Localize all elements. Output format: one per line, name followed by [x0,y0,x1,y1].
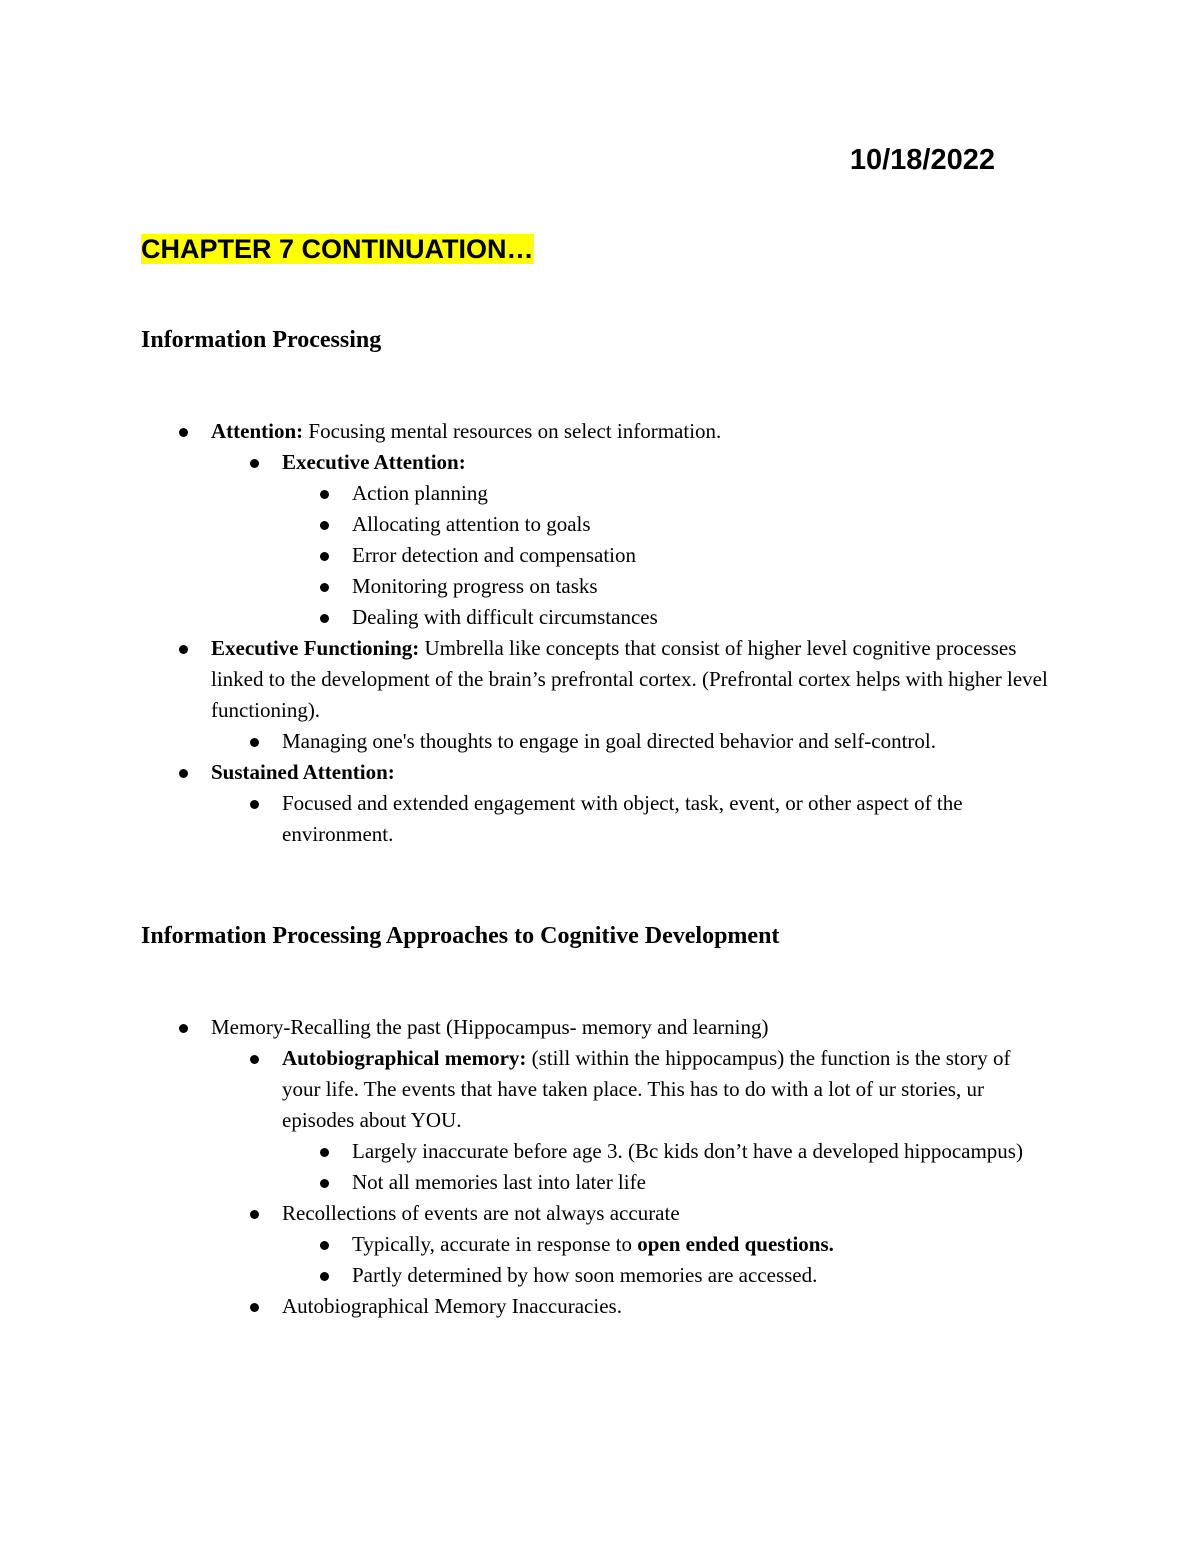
term-attention: Attention: [211,419,304,443]
bullet-icon [320,552,329,561]
list-item-inaccuracies [0,1291,1050,1322]
bullet-icon [320,583,329,592]
bullet-icon [179,1024,188,1033]
list-item-text: Not all memories last into later life [352,1170,646,1194]
list-item-executive-functioning [0,633,1050,726]
bullet-icon [250,1210,259,1219]
emphasis-open-ended-questions: open ended questions. [637,1232,834,1256]
list-item [0,509,1050,540]
bullet-icon [250,1303,259,1312]
bullet-icon [179,645,188,654]
bullet-icon [250,738,259,747]
chapter-title-highlight: CHAPTER 7 CONTINUATION… [141,234,534,264]
term-sustained-attention: Sustained Attention: [211,760,395,784]
list-item-text: Partly determined by how soon memories are accessed. [352,1263,818,1287]
bullet-icon [320,614,329,623]
list-item-recollections [0,1198,1050,1229]
list-item-text: Managing one's thoughts to engage in goal directed behavior and self-control. [282,729,937,753]
list-item-attention [0,416,1050,447]
bullet-icon [250,459,259,468]
list-item-text: Monitoring progress on tasks [352,574,598,598]
list-item-text: Autobiographical Memory Inaccuracies. [282,1294,622,1318]
list-item-text: Error detection and compensation [352,543,636,567]
definition-attention: Focusing mental resources on select information. [303,419,722,443]
bullet-icon [250,1055,259,1064]
bullet-icon [179,428,188,437]
bullet-icon [320,1148,329,1157]
list-item-text: Typically, accurate in response to [352,1232,638,1256]
bullet-icon [320,521,329,530]
list-item-text: Dealing with difficult circumstances [352,605,658,629]
list-item-sustained-attention [0,757,1050,788]
list-item [0,726,1050,757]
definition-executive-functioning: Umbrella like concepts that consist of higher level cognitive processes linked to the development of the brain’s prefrontal cortex. (Prefrontal cortex helps with higher level functioning). [211,636,1048,722]
list-item-text: Focused and extended engagement with object, task, event, or other aspect of the environment. [282,791,963,846]
list-item-text: Memory-Recalling the past (Hippocampus- memory and learning) [211,1015,769,1039]
bullet-icon [320,1272,329,1281]
list-item [0,540,1050,571]
section-heading-approaches: Information Processing Approaches to Cognitive Development [141,923,780,949]
bullet-icon [320,490,329,499]
list-item-executive-attention [0,447,1050,478]
list-item [0,571,1050,602]
list-item [0,1229,1050,1260]
list-item [0,602,1050,633]
list-item-text: Action planning [352,481,488,505]
list-item [0,1260,1050,1291]
list-item-text: Recollections of events are not always accurate [282,1201,680,1225]
definition-autobiographical-memory: (still within the hippocampus) the function is the story of your life. The events that have taken place. This has to do with a lot of ur stories, ur episodes about YOU. [282,1046,1011,1132]
document-date: 10/18/2022 [849,144,995,176]
bullet-icon [320,1179,329,1188]
approaches-list [0,1012,1200,1322]
term-autobiographical-memory: Autobiographical memory: [282,1046,527,1070]
section-heading-information-processing: Information Processing [141,327,382,353]
information-processing-list [0,416,1200,850]
bullet-icon [179,769,188,778]
list-item [0,1136,1050,1167]
term-executive-functioning: Executive Functioning: [211,636,420,660]
term-executive-attention: Executive Attention: [282,450,466,474]
list-item [0,788,1050,850]
list-item-text: Allocating attention to goals [352,512,591,536]
list-item-memory [0,1012,1050,1043]
bullet-icon [250,800,259,809]
list-item [0,1167,1050,1198]
chapter-title [141,230,534,268]
list-item-text: Largely inaccurate before age 3. (Bc kids don’t have a developed hippocampus) [352,1139,1023,1163]
bullet-icon [320,1241,329,1250]
list-item [0,478,1050,509]
list-item-autobiographical-memory [0,1043,1050,1136]
